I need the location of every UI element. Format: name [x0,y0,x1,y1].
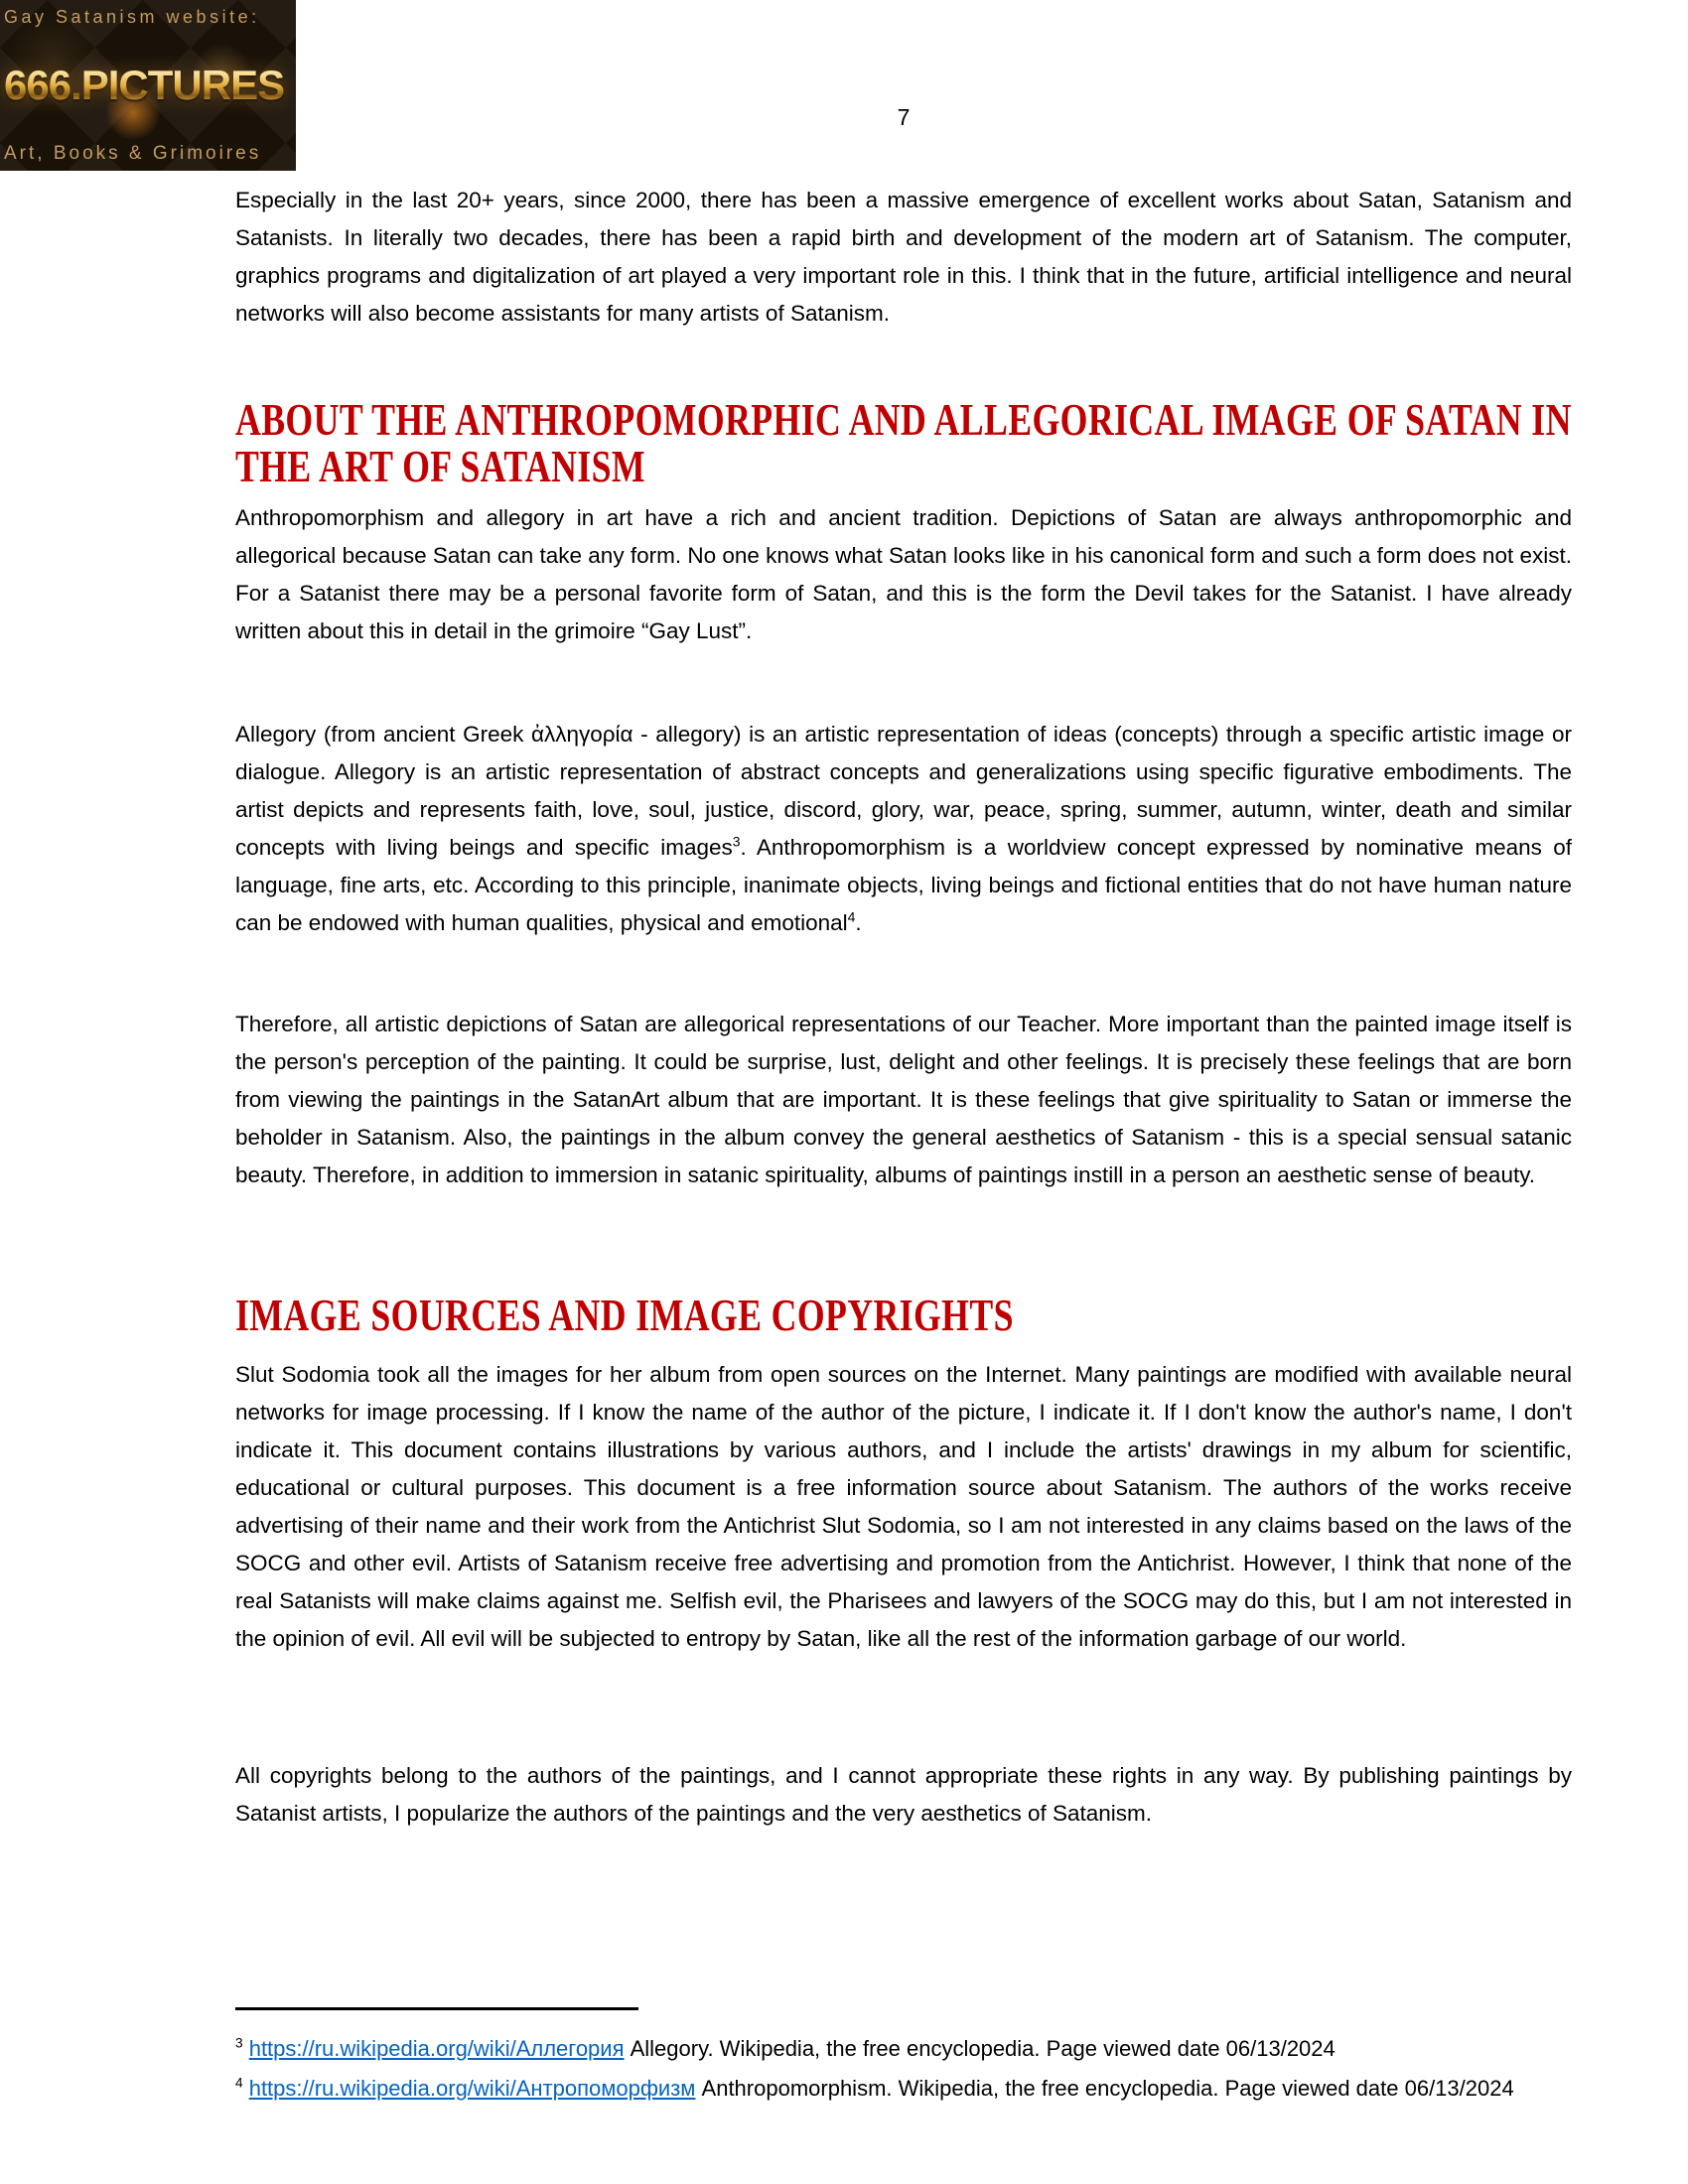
section-heading-image-sources [235,1292,1572,1338]
paragraph-sources: Slut Sodomia took all the images for her album from open sources on the Internet. Many paintings are modified with available neural networks for image processing. If I know the name of the author of the picture, I indicate it. If I don't know the author's name, I don't indicate it. This document contains illustrations by various authors, and I include the artists' drawings in my album for scientific, educational or cultural purposes. This document is a free information source about Satanism. The authors of the works receive advertising of their name and their work from the Antichrist Slut Sodomia, so I am not interested in any claims based on the laws of the SOCG and other evil. Artists of Satanism receive free advertising and promotion from the Antichrist. However, I think that none of the real Satanists will make claims against me. Selfish evil, the Pharisees and lawyers of the SOCG may do this, but I am not interested in the opinion of evil. All evil will be subjected to entropy by Satan, like all the rest of the information garbage of our world. [235,1362,1572,1651]
footnote-4-text: Anthropomorphism. Wikipedia, the free encyclopedia. Page viewed date 06/13/2024 [695,2076,1514,2101]
section-heading-anthropomorphic [235,396,1572,489]
heading1-line2: THE ART OF SATANISM [235,441,646,491]
footnote-3 [235,2029,1572,2069]
footnote-3-link[interactable]: https://ru.wikipedia.org/wiki/Аллегория [248,2036,625,2061]
footnote-4-marker: 4 [235,2075,243,2091]
paragraph-allegory-text-3: . [855,910,862,935]
paragraph-allegory-text-2: . Anthropomorphism is a worldview concept expressed by nominative means of language, fine arts, etc. According to this principle, inanimate objects, living beings and fictional entities that do not have human nature can be endowed with human qualities, physical and emotional [235,835,1573,935]
heading2-line1: IMAGE SOURCES AND IMAGE COPYRIGHTS [235,1290,1014,1340]
page-number: 7 [897,104,911,130]
logo-title: 666.PICTURES [4,65,292,106]
footnote-separator [235,2007,638,2010]
paragraph-anthropomorphism: Anthropomorphism and allegory in art have a rich and ancient tradition. Depictions of Satan are always anthropomorphic and allegorical because Satan can take any form. No one knows what Satan looks like in his canonical form and such a form does not exist. For a Satanist there may be a personal favorite form of Satan, and this is the form the Devil takes for the Satanist. I have already written about this in detail in the grimoire “Gay Lust”. [235,505,1572,643]
paragraph-copyrights: All copyrights belong to the authors of the paintings, and I cannot appropriate these rights in any way. By publishing paintings by Satanist artists, I popularize the authors of the paintings and the very aesthetics of Satanism. [235,1763,1572,1826]
paragraph-allegory [235,716,1572,942]
heading1-line1: ABOUT THE ANTHROPOMORPHIC AND ALLEGORICAL IMAGE OF SATAN IN [235,394,1572,445]
footnote-4 [235,2069,1572,2109]
paragraph-therefore: Therefore, all artistic depictions of Satan are allegorical representations of our Teacher. More important than the painted image itself is the person's perception of the painting. It could be surprise, lust, delight and other feelings. It is precisely these feelings that are born from viewing the paintings in the SatanArt album that are important. It is these feelings that give spirituality to Satan or immerse the beholder in Satanism. Also, the paintings in the album convey the general aesthetics of Satanism - this is a special sensual satanic beauty. Therefore, in addition to immersion in satanic spirituality, albums of paintings instill in a person an aesthetic sense of beauty. [235,1012,1572,1187]
logo-tagline-top: Gay Satanism website: [4,7,260,27]
footnote-ref-3: 3 [732,833,741,850]
paragraph-allegory-text: Allegory (from ancient Greek ἀλληγορία - allegory) is an artistic representation of ideas (concepts) through a specific artistic image or dialogue. Allegory is an artistic representation of abstract concepts and generalizations using specific figurative embodiments. The artist depicts and represents faith, love, soul, justice, discord, glory, war, peace, spring, summer, autumn, winter, death and similar concepts with living beings and specific images [235,722,1572,860]
footnote-ref-4: 4 [847,908,856,925]
footnote-3-text: Allegory. Wikipedia, the free encyclopedia. Page viewed date 06/13/2024 [624,2036,1336,2061]
paragraph-intro: Especially in the last 20+ years, since 2000, there has been a massive emergence of excellent works about Satan, Satanism and Satanists. In literally two decades, there has been a rapid birth and development of the modern art of Satanism. The computer, graphics programs and digitalization of art played a very important role in this. I think that in the future, artificial intelligence and neural networks will also become assistants for many artists of Satanism. [235,188,1572,326]
footnote-3-marker: 3 [235,2035,243,2051]
footnote-4-link[interactable]: https://ru.wikipedia.org/wiki/Антропоморфизм [248,2076,696,2101]
footnotes-section [235,2029,1572,2109]
site-logo [0,0,296,171]
logo-tagline-bottom: Art, Books & Grimoires [4,143,262,164]
